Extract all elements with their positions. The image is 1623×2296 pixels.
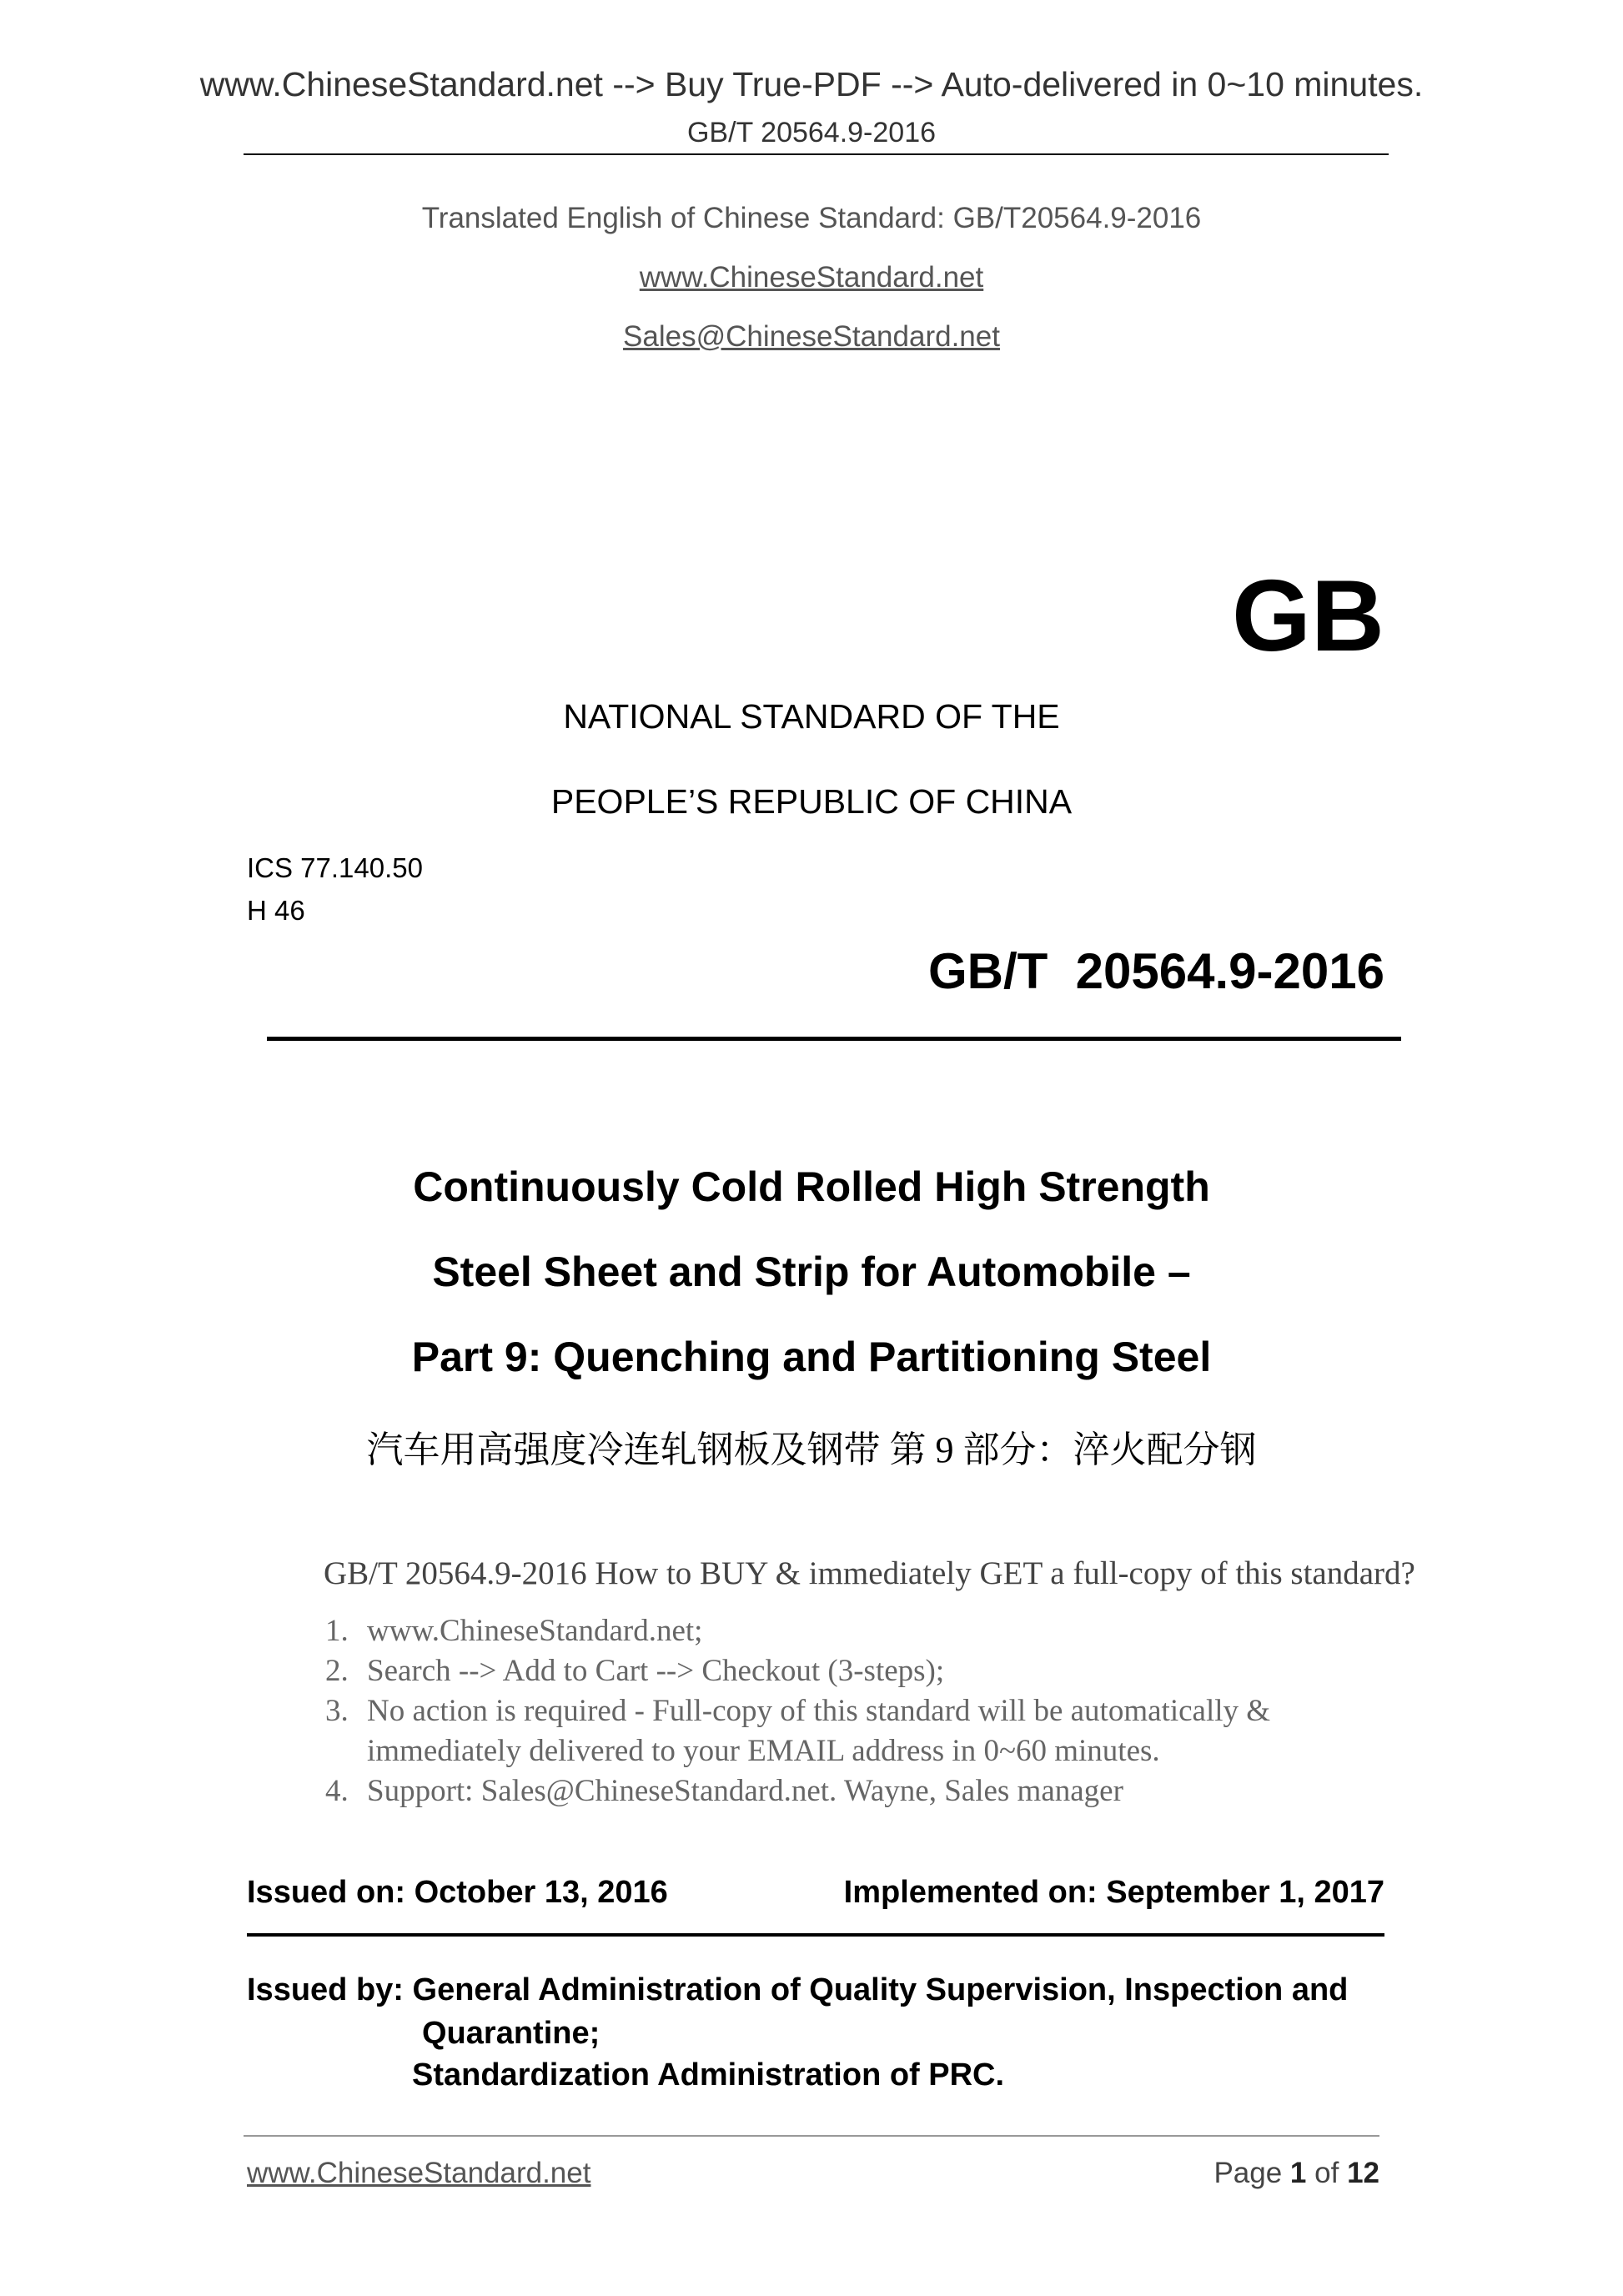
classification-code: H 46 bbox=[247, 895, 305, 926]
buy-step-4: 4. Support: Sales@ChineseStandard.net. Wayne, Sales manager bbox=[325, 1774, 1123, 1808]
buy-step-1: 1. www.ChineseStandard.net; bbox=[325, 1614, 703, 1648]
site-link[interactable]: www.ChineseStandard.net bbox=[639, 261, 984, 294]
issued-by-authority: General Administration of Quality Supervision, Inspection and bbox=[412, 1972, 1349, 2007]
issued-by-label: Issued by: bbox=[247, 1972, 404, 2007]
buy-step-2: 2. Search --> Add to Cart --> Checkout (3-steps); bbox=[325, 1654, 945, 1688]
gb-logo: GB bbox=[1232, 559, 1384, 672]
title-chinese: 汽车用高强度冷连轧钢板及钢带 第 9 部分：淬火配分钢 bbox=[366, 1429, 1257, 1470]
top-banner: www.ChineseStandard.net --> Buy True-PDF --> Auto-delivered in 0~10 minutes. bbox=[199, 65, 1424, 103]
ics-code: ICS 77.140.50 bbox=[247, 852, 423, 883]
title-line2: Steel Sheet and Strip for Automobile – bbox=[432, 1248, 1191, 1295]
buy-step-3: 3. No action is required - Full-copy of this standard will be automatically & bbox=[325, 1694, 1271, 1728]
sales-email-link[interactable]: Sales@ChineseStandard.net bbox=[623, 320, 1000, 353]
standard-number: GB/T 20564.9-2016 bbox=[927, 943, 1384, 999]
issued-by-line2: Quarantine; bbox=[422, 2016, 600, 2051]
buy-step-3-continued: immediately delivered to your EMAIL address in 0~60 minutes. bbox=[367, 1734, 1160, 1768]
header-divider bbox=[244, 153, 1389, 155]
issued-by-line1 bbox=[247, 1972, 1348, 2008]
page-indicator: Page 1 of 12 bbox=[1213, 2157, 1379, 2189]
buy-heading: GB/T 20564.9-2016 How to BUY & immediately GET a full-copy of this standard? bbox=[324, 1555, 1415, 1591]
implemented-on: Implemented on: September 1, 2017 bbox=[843, 1875, 1384, 1910]
header-standard-number: GB/T 20564.9-2016 bbox=[686, 117, 937, 148]
issue-dates-rule bbox=[247, 1933, 1384, 1937]
standard-number-rule bbox=[267, 1037, 1401, 1041]
national-standard-line1: NATIONAL STANDARD OF THE bbox=[563, 697, 1060, 736]
issued-by-line3: Standardization Administration of PRC. bbox=[412, 2057, 1005, 2093]
footer-site-link[interactable]: www.ChineseStandard.net bbox=[247, 2157, 591, 2189]
translated-note: Translated English of Chinese Standard: GB/T20564.9-2016 bbox=[421, 202, 1202, 234]
footer-divider bbox=[244, 2135, 1379, 2137]
title-line1: Continuously Cold Rolled High Strength bbox=[413, 1163, 1210, 1210]
issued-on: Issued on: October 13, 2016 bbox=[247, 1875, 668, 1910]
title-line3: Part 9: Quenching and Partitioning Steel bbox=[411, 1334, 1212, 1380]
national-standard-line2: PEOPLE’S REPUBLIC OF CHINA bbox=[550, 782, 1073, 821]
